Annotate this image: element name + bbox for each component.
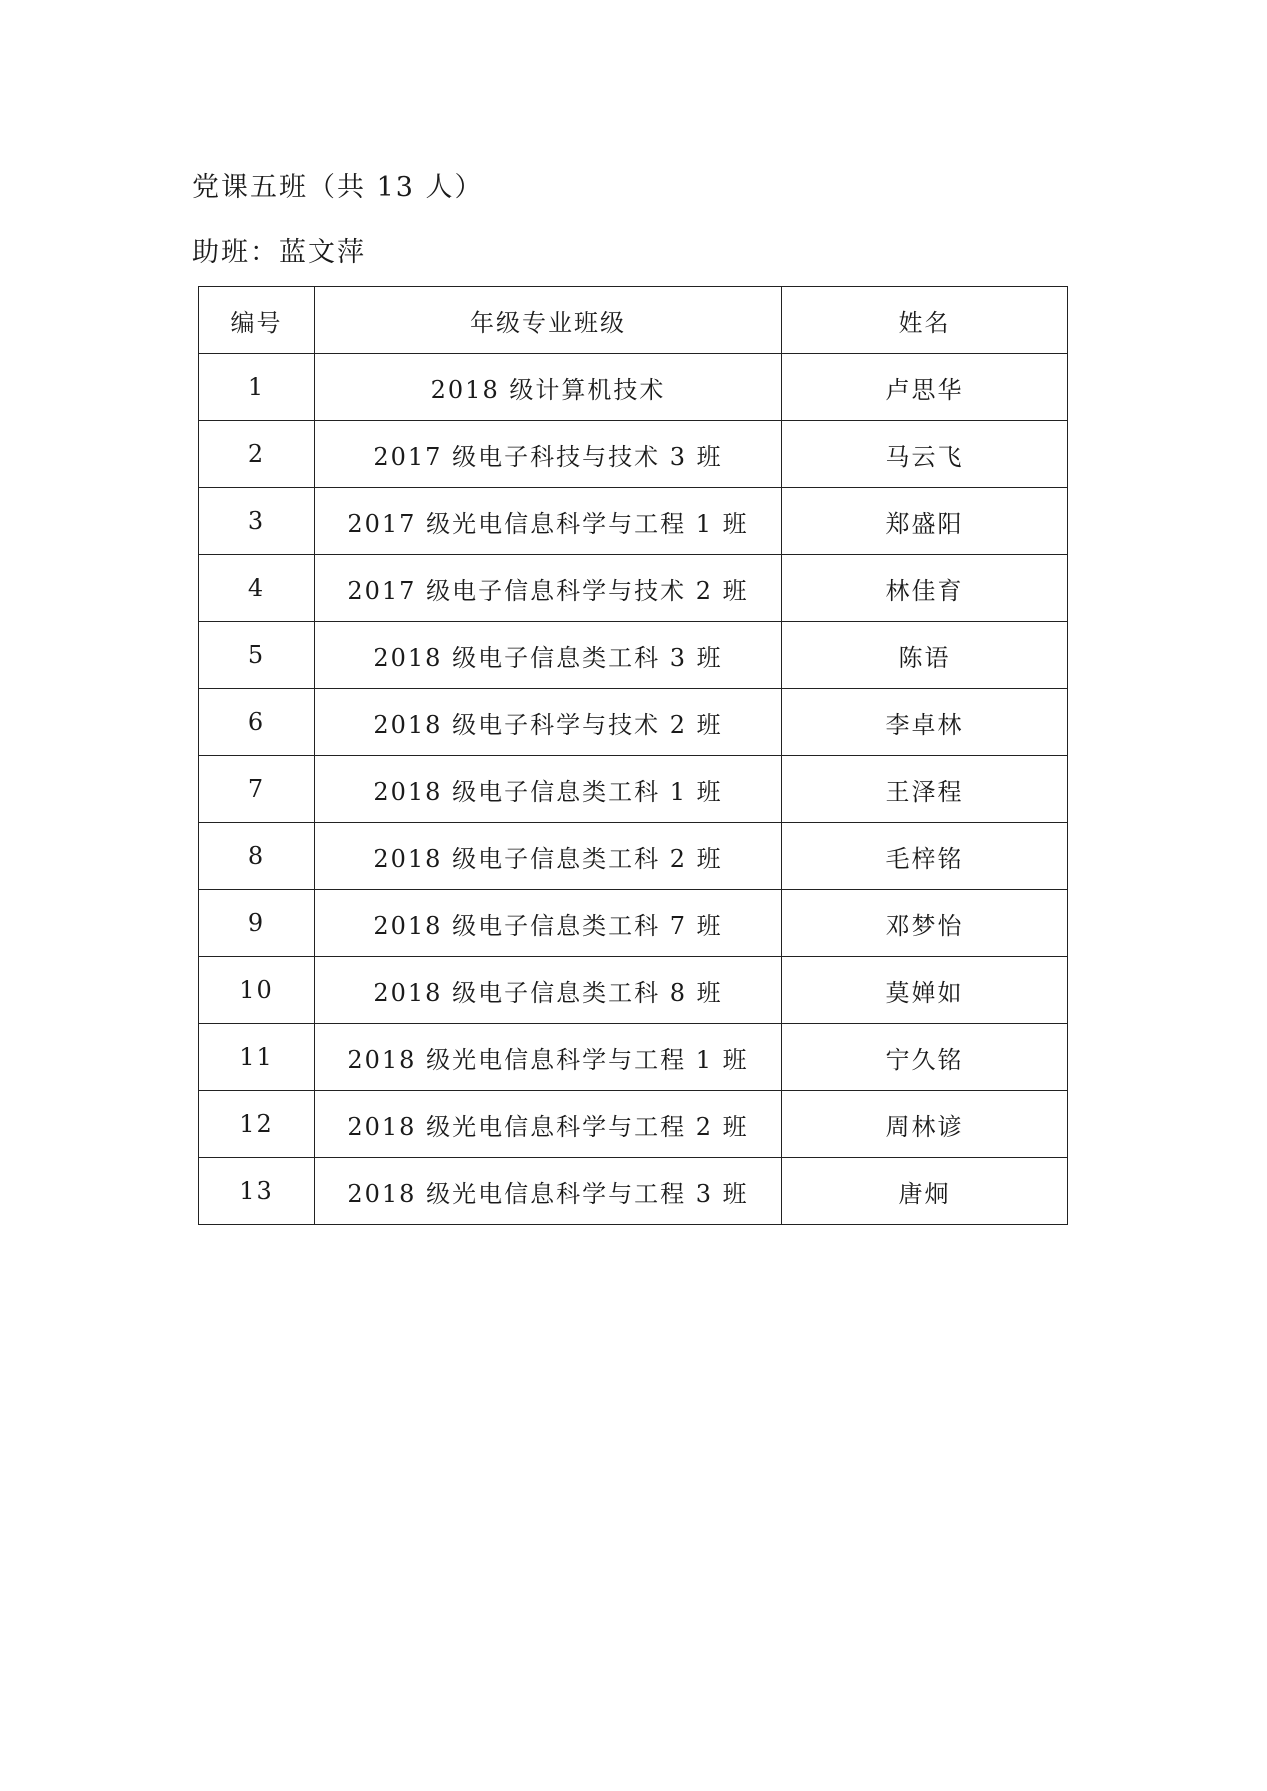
header-name: 姓名 xyxy=(782,287,1068,354)
class-title: 党课五班（共 13 人） xyxy=(192,172,484,203)
cell-class: 2018 级电子信息类工科 2 班 xyxy=(315,823,782,890)
table-row xyxy=(199,421,1068,488)
table-row xyxy=(199,555,1068,622)
cell-number: 12 xyxy=(199,1091,315,1158)
table-row xyxy=(199,354,1068,421)
cell-number: 3 xyxy=(199,488,315,555)
cell-number: 10 xyxy=(199,957,315,1024)
cell-name: 郑盛阳 xyxy=(782,488,1068,555)
table-row xyxy=(199,622,1068,689)
cell-class: 2017 级电子科技与技术 3 班 xyxy=(315,421,782,488)
table-row xyxy=(199,756,1068,823)
cell-name: 王泽程 xyxy=(782,756,1068,823)
assistant-label: 助班： xyxy=(192,237,279,268)
cell-name: 马云飞 xyxy=(782,421,1068,488)
cell-class: 2018 级光电信息科学与工程 3 班 xyxy=(315,1158,782,1225)
table-row xyxy=(199,1024,1068,1091)
table-row xyxy=(199,1158,1068,1225)
cell-class: 2018 级电子科学与技术 2 班 xyxy=(315,689,782,756)
cell-number: 2 xyxy=(199,421,315,488)
cell-number: 7 xyxy=(199,756,315,823)
cell-class: 2018 级电子信息类工科 8 班 xyxy=(315,957,782,1024)
cell-class: 2018 级光电信息科学与工程 1 班 xyxy=(315,1024,782,1091)
cell-number: 11 xyxy=(199,1024,315,1091)
cell-name: 周林谚 xyxy=(782,1091,1068,1158)
table-header-row xyxy=(199,287,1068,354)
cell-class: 2018 级光电信息科学与工程 2 班 xyxy=(315,1091,782,1158)
cell-number: 1 xyxy=(199,354,315,421)
header-number: 编号 xyxy=(199,287,315,354)
cell-name: 陈语 xyxy=(782,622,1068,689)
cell-class: 2017 级光电信息科学与工程 1 班 xyxy=(315,488,782,555)
cell-class: 2018 级电子信息类工科 7 班 xyxy=(315,890,782,957)
cell-name: 莫婵如 xyxy=(782,957,1068,1024)
cell-class: 2018 级电子信息类工科 3 班 xyxy=(315,622,782,689)
table-row xyxy=(199,957,1068,1024)
table-row xyxy=(199,488,1068,555)
table-row xyxy=(199,823,1068,890)
cell-number: 13 xyxy=(199,1158,315,1225)
cell-class: 2018 级电子信息类工科 1 班 xyxy=(315,756,782,823)
cell-name: 宁久铭 xyxy=(782,1024,1068,1091)
cell-name: 邓梦怡 xyxy=(782,890,1068,957)
cell-name: 毛梓铭 xyxy=(782,823,1068,890)
cell-name: 唐炯 xyxy=(782,1158,1068,1225)
assistant-name: 蓝文萍 xyxy=(279,237,366,268)
cell-class: 2018 级计算机技术 xyxy=(315,354,782,421)
cell-number: 6 xyxy=(199,689,315,756)
cell-name: 李卓林 xyxy=(782,689,1068,756)
cell-name: 林佳育 xyxy=(782,555,1068,622)
assistant-line xyxy=(192,233,366,273)
table-row xyxy=(199,1091,1068,1158)
roster-table xyxy=(198,286,1068,1225)
table-row xyxy=(199,890,1068,957)
header-grade-major-class: 年级专业班级 xyxy=(315,287,782,354)
cell-number: 8 xyxy=(199,823,315,890)
cell-number: 5 xyxy=(199,622,315,689)
cell-class: 2017 级电子信息科学与技术 2 班 xyxy=(315,555,782,622)
table-row xyxy=(199,689,1068,756)
cell-number: 4 xyxy=(199,555,315,622)
cell-number: 9 xyxy=(199,890,315,957)
cell-name: 卢思华 xyxy=(782,354,1068,421)
